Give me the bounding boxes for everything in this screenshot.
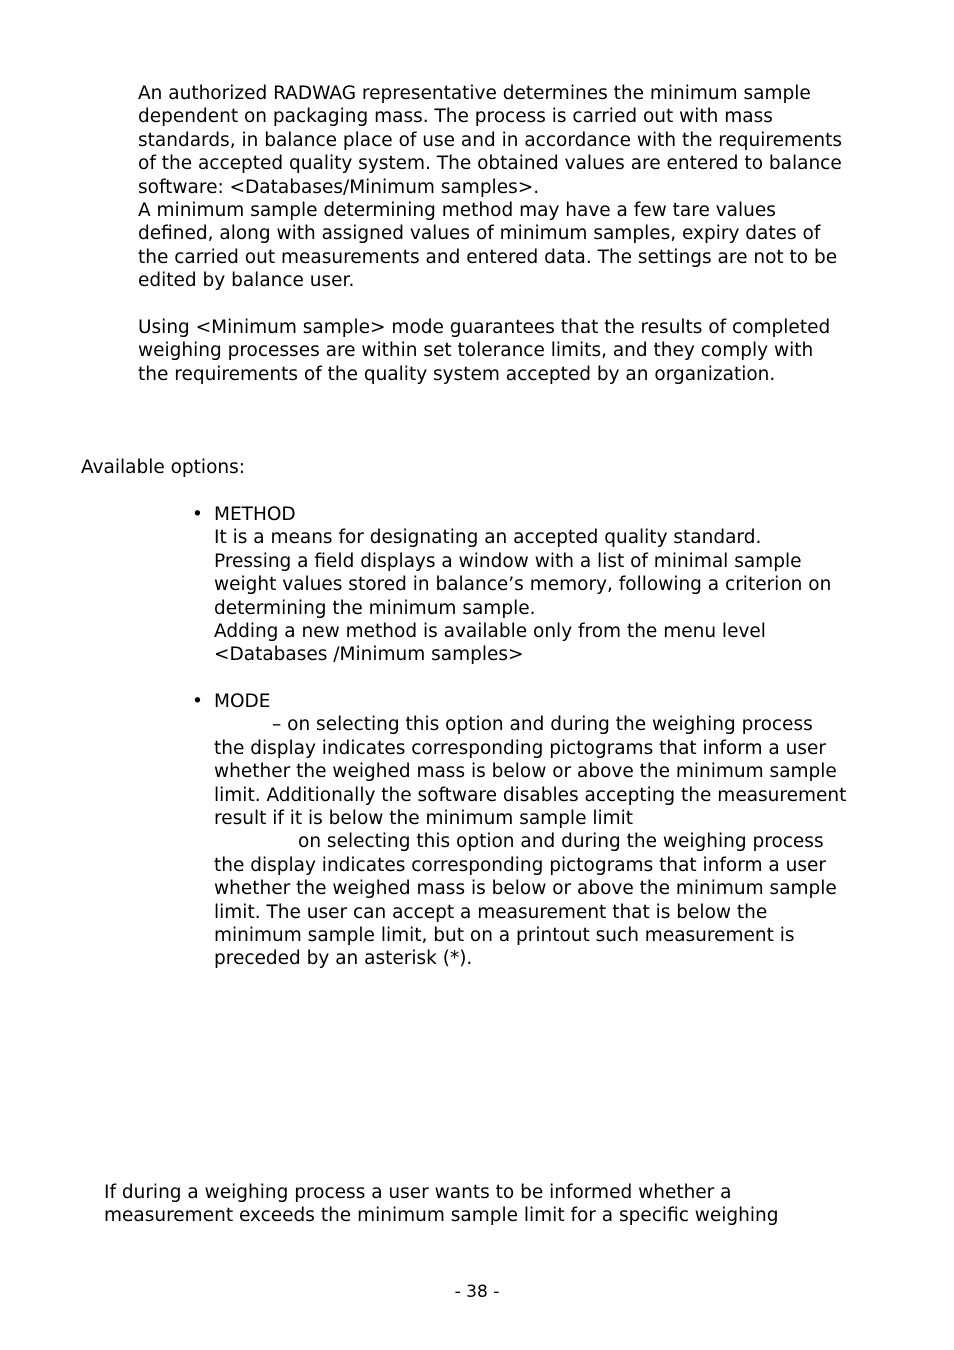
guarantee-paragraph: [138, 316, 830, 386]
text-line: preceded by an asterisk (*).: [214, 948, 473, 970]
bottom-paragraph: [104, 1181, 779, 1228]
mode-block-lead: – on selecting this option and during the weighing process: [272, 714, 813, 736]
text-line: A minimum sample determining method may have a few tare values: [138, 200, 776, 222]
text-line: Pressing a field displays a window with a list of minimal sample: [214, 550, 802, 572]
text-line: If during a weighing process a user wants to be informed whether a: [104, 1182, 732, 1203]
text-line: the requirements of the quality system accepted by an organization.: [138, 363, 776, 385]
text-line: whether the weighed mass is below or above the minimum sample: [214, 878, 837, 900]
page-number: - 38 -: [454, 1282, 500, 1302]
text-line: measurement exceeds the minimum sample limit for a specific weighing: [104, 1205, 779, 1227]
mode-option: [214, 690, 846, 971]
text-line: software: <Databases/Minimum samples>.: [138, 176, 540, 198]
text-line: <Databases /Minimum samples>: [214, 644, 524, 666]
text-line: of the accepted quality system. The obtained values are entered to balance: [138, 153, 842, 175]
text-line: determining the minimum sample.: [214, 597, 536, 619]
text-line: edited by balance user.: [138, 270, 355, 292]
text-line: limit. The user can accept a measurement that is below the: [214, 901, 768, 923]
text-line: minimum sample limit, but on a printout such measurement is: [214, 925, 795, 947]
text-line: limit. Additionally the software disables accepting the measurement: [214, 784, 847, 806]
bullet-method: •: [192, 504, 203, 525]
bullet-mode: •: [192, 691, 203, 712]
mode-warn-lead: on selecting this option and during the weighing process: [298, 831, 824, 853]
text-line: the display indicates corresponding pictograms that inform a user: [214, 737, 826, 759]
text-line: defined, along with assigned values of minimum samples, expiry dates of: [138, 223, 821, 245]
mode-title: MODE: [214, 691, 271, 712]
intro-paragraph: [138, 82, 842, 293]
method-option: [214, 503, 831, 667]
text-line: Using <Minimum sample> mode guarantees that the results of completed: [138, 317, 831, 338]
text-line: the carried out measurements and entered data. The settings are not to be: [138, 246, 838, 268]
text-line: dependent on packaging mass. The process is carried out with mass: [138, 106, 773, 128]
text-line: Adding a new method is available only from the menu level: [214, 621, 766, 643]
text-line: weight values stored in balance’s memory, following a criterion on: [214, 574, 832, 596]
text-line: It is a means for designating an accepted quality standard.: [214, 527, 762, 549]
text-line: weighing processes are within set tolerance limits, and they comply with: [138, 340, 814, 362]
text-line: the display indicates corresponding pictograms that inform a user: [214, 854, 826, 876]
options-heading: Available options:: [81, 457, 245, 478]
text-line: result if it is below the minimum sample limit: [214, 808, 634, 830]
text-line: standards, in balance place of use and in accordance with the requirements: [138, 129, 843, 151]
text-line: An authorized RADWAG representative determines the minimum sample: [138, 83, 811, 104]
text-line: whether the weighed mass is below or above the minimum sample: [214, 761, 837, 783]
method-title: METHOD: [214, 504, 296, 525]
